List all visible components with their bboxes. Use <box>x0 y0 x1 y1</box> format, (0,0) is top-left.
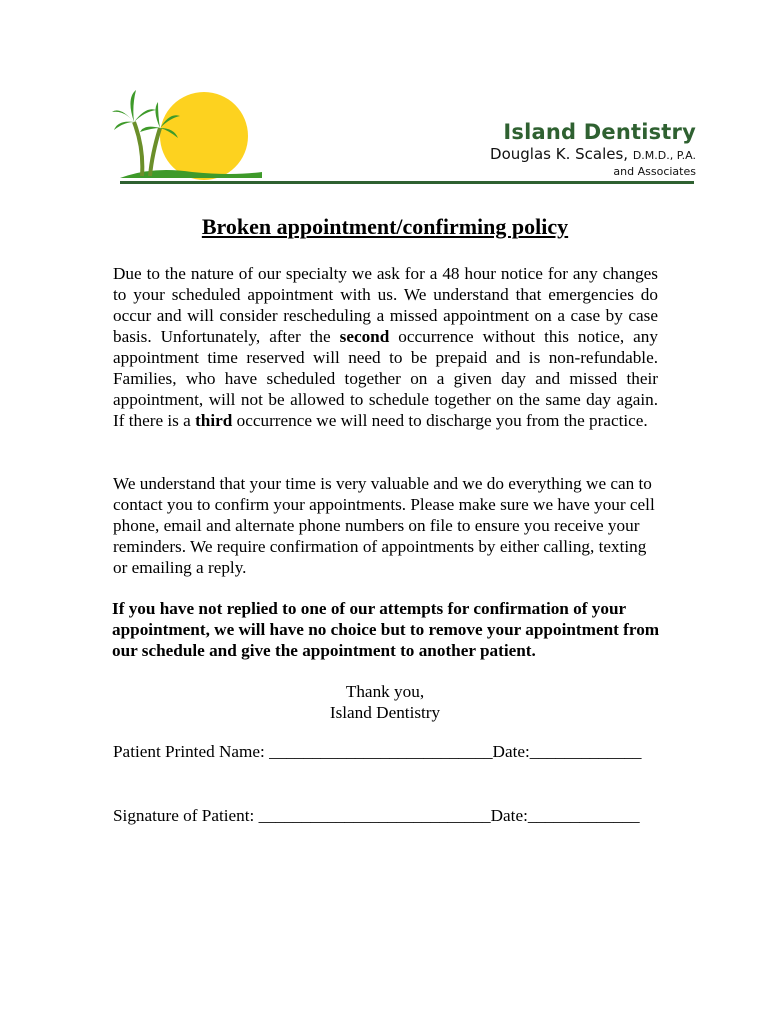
closing <box>0 681 770 723</box>
patient-name-label: Patient Printed Name: <box>113 742 265 761</box>
p1-text-a: Due to the nature of our specialty we ask for a 48 hour notice for any changes to your scheduled appointment with us. We understand that emergencies do occur and will consider rescheduling a missed appointment on a case by case basis. Unfortunately, after the <box>113 264 658 346</box>
doctor-credentials: D.M.D., P.A. <box>632 149 696 162</box>
policy-paragraph-1 <box>113 263 658 431</box>
date-field-2[interactable]: _____________ <box>527 806 640 825</box>
date-label: Date: <box>492 742 530 761</box>
island-dentistry-logo <box>112 88 272 184</box>
brand-block <box>490 120 696 179</box>
header-divider <box>120 181 694 184</box>
signature-label: Signature of Patient: <box>113 806 255 825</box>
p1-emphasis-third: third <box>195 411 233 430</box>
p1-emphasis-second: second <box>339 327 390 346</box>
signature-row <box>113 806 640 826</box>
closing-thanks: Thank you, <box>345 682 425 701</box>
signature-field[interactable]: ___________________________ <box>258 806 491 825</box>
page-title: Broken appointment/confirming policy <box>201 214 569 239</box>
brand-associates: and Associates <box>613 165 696 178</box>
date-field-1[interactable]: _____________ <box>529 742 642 761</box>
palm-trunk-icon <box>134 122 142 176</box>
closing-signoff: Island Dentistry <box>329 703 441 722</box>
patient-name-row <box>113 742 641 762</box>
policy-paragraph-2: We understand that your time is very valuable and we do everything we can to contact you to confirm your appointments. Please make sure we have your cell phone, email and alternate phone numbers on file to ensure you receive your reminders. We require confirmation of appointments by either calling, texting or emailing a reply. <box>113 474 655 577</box>
doctor-name: Douglas K. Scales, <box>490 145 629 163</box>
date-label: Date: <box>490 806 528 825</box>
patient-name-field[interactable]: __________________________ <box>269 742 493 761</box>
palm-trunk-icon <box>150 128 160 176</box>
sun-icon <box>160 92 248 180</box>
brand-doctor <box>490 145 696 165</box>
p1-text-e: occurrence we will need to discharge you from the practice. <box>232 411 648 430</box>
policy-warning: If you have not replied to one of our attempts for confirmation of your appointment, we will have no choice but to remove your appointment from our schedule and give the appointment to another patient. <box>112 599 660 660</box>
p1-text-c: occurrence without this notice, any appointment time reserved will need to be prepaid and is non-refundable. Families, who have scheduled together on a given day and missed their appointment, will not be allowed to schedule together on the same day again. If there is a <box>113 327 658 430</box>
brand-name: Island Dentistry <box>503 120 696 144</box>
